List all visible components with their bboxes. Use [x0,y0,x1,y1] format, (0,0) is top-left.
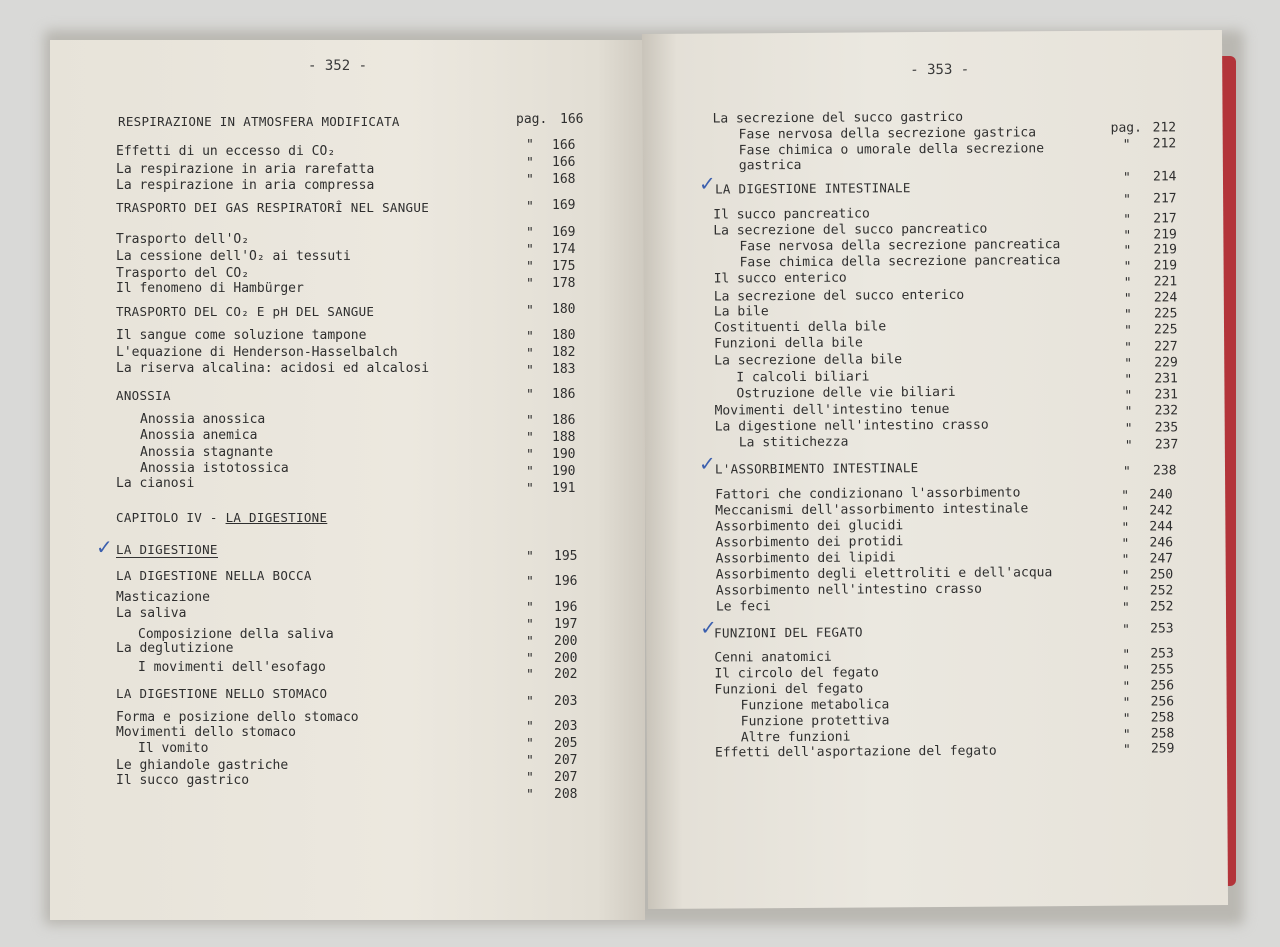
pag-label: pag. [1110,120,1142,136]
toc-entry: Composizione della saliva [138,627,334,642]
ditto-mark: " [1121,552,1130,568]
ditto-mark: " [526,364,534,379]
ditto-mark: " [1123,291,1132,307]
ditto-mark: " [526,695,534,710]
toc-entry: Il fenomeno di Hambürger [116,281,304,296]
ditto-mark: " [1122,711,1131,727]
toc-entry: Anossia stagnante [140,445,274,460]
page-ref: 244 [1149,519,1173,535]
toc-entry: Funzione protettiva [740,713,890,730]
page-ref: 169 [552,198,576,213]
page-ref: 225 [1153,306,1178,322]
page-ref: 246 [1149,535,1174,551]
toc-entry: La deglutizione [116,641,234,656]
section-heading: LA DIGESTIONE NELLO STOMACO [116,686,328,701]
ditto-mark: " [1122,464,1131,480]
page-ref: 200 [554,651,578,666]
chapter-title: LA DIGESTIONE [225,510,328,525]
toc-entry: La secrezione della bile [714,352,903,369]
ditto-mark: " [1123,192,1132,208]
toc-entry: La cessione dell'O₂ ai tessuti [116,249,351,264]
ditto-mark: " [526,414,534,429]
ditto-mark: " [1123,275,1132,291]
right-page [642,30,1228,909]
page-ref: 166 [552,138,576,153]
toc-entry: L'equazione di Henderson-Hasselbalch [116,345,398,360]
toc-entry: Il succo pancreatico [713,206,870,223]
page-ref: 168 [552,172,576,187]
page-ref: 208 [554,787,578,802]
page-ref: 235 [1154,420,1179,436]
toc-entry: Fattori che condizionano l'assorbimento [715,485,1021,503]
toc-entry: La secrezione del succo enterico [713,287,965,305]
page-ref: 166 [552,155,576,170]
chapter-prefix: CAPITOLO IV - [116,510,226,525]
toc-entry: Funzioni del fegato [714,681,864,698]
toc-entry: Il sangue come soluzione tampone [116,328,367,343]
ditto-mark: " [1121,520,1130,536]
ditto-mark: " [1123,259,1132,275]
page-ref: 186 [552,413,576,428]
ditto-mark: " [1124,388,1133,404]
toc-entry: Effetti di un eccesso di CO₂ [116,144,336,159]
toc-entry: La cianosi [116,476,195,491]
ditto-mark: " [526,200,534,215]
ditto-mark: " [1122,679,1131,695]
check-mark: ✓ [96,535,113,559]
page-ref: 258 [1150,710,1175,726]
ditto-mark: " [526,754,534,769]
page-ref: 253 [1150,646,1174,662]
toc-entry: La secrezione del succo pancreatico [713,221,988,239]
page-ref: 242 [1149,503,1173,519]
chapter-heading [116,510,327,525]
page-ref: 219 [1153,227,1177,243]
toc-entry: gastrica [738,157,802,174]
page-ref: 180 [552,328,576,343]
page-ref: 256 [1150,678,1175,694]
page-ref: 205 [554,736,578,751]
left-page [50,40,645,920]
ditto-mark: " [526,226,534,241]
page-ref: 227 [1154,339,1178,355]
page-ref: 183 [552,362,576,377]
toc-entry: Funzioni della bile [714,335,863,352]
ditto-mark: " [526,482,534,497]
page-ref: 207 [554,770,578,785]
toc-entry: Movimenti dell'intestino tenue [714,401,950,419]
ditto-mark: " [1123,212,1132,228]
page-ref: 258 [1150,726,1175,742]
page-ref: 219 [1153,242,1178,258]
toc-entry: Costituenti della bile [713,319,887,336]
ditto-mark: " [526,465,534,480]
ditto-mark: " [526,448,534,463]
ditto-mark: " [526,550,534,565]
ditto-mark: " [1123,243,1132,259]
toc-entry: I movimenti dell'esofago [138,660,326,675]
ditto-mark: " [526,635,534,650]
toc-entry: Assorbimento nell'intestino crasso [715,581,982,599]
toc-entry: Movimenti dello stomaco [116,725,297,740]
page-ref: 166 [560,112,584,127]
ditto-mark: " [1122,170,1131,186]
page-ref: 259 [1150,741,1175,757]
ditto-mark: " [526,330,534,345]
toc-entry: Ostruzione delle vie biliari [736,384,956,402]
ditto-mark: " [1122,742,1131,758]
toc-entry: Il succo enterico [713,270,847,287]
toc-entry: La respirazione in aria rarefatta [116,162,375,177]
page-ref: 202 [554,667,578,682]
section-heading: TRASPORTO DEL CO₂ E pH DEL SANGUE [116,304,375,319]
ditto-mark: " [1121,504,1130,520]
page-ref: 247 [1149,551,1174,567]
toc-entry: Trasporto dell'O₂ [116,232,250,247]
toc-entry: Funzione metabolica [740,697,890,714]
section-heading: RESPIRAZIONE IN ATMOSFERA MODIFICATA [118,114,400,129]
section-heading: FUNZIONI DEL FEGATO [714,624,863,641]
toc-entry: La digestione nell'intestino crasso [714,417,989,435]
page-ref: 207 [554,753,578,768]
page-ref: 232 [1154,403,1179,419]
page-ref: 203 [554,694,578,709]
ditto-mark: " [1122,647,1131,663]
page-ref: 196 [554,600,578,615]
ditto-mark: " [526,243,534,258]
page-ref: 231 [1154,371,1178,387]
ditto-mark: " [526,720,534,735]
toc-entry: La riserva alcalina: acidosi ed alcalosi [116,361,430,376]
ditto-mark: " [1124,372,1133,388]
toc-entry: Altre funzioni [740,729,851,746]
page-ref: 225 [1153,322,1178,338]
toc-entry: Assorbimento dei lipidi [715,550,896,567]
page-ref: 214 [1152,169,1177,185]
page-ref: 250 [1149,567,1174,583]
toc-entry: La bile [713,304,769,320]
page-ref: 221 [1153,274,1178,290]
page-ref: 217 [1153,211,1177,227]
toc-entry: Anossia anemica [140,428,258,443]
page-ref: 212 [1152,120,1177,136]
section-heading: LA DIGESTIONE NELLA BOCCA [116,568,312,583]
ditto-mark: " [526,575,534,590]
page-ref: 252 [1149,599,1174,615]
page-ref: 180 [552,302,576,317]
page-ref: 190 [552,447,576,462]
page-ref: 203 [554,719,578,734]
ditto-mark: " [526,652,534,667]
ditto-mark: " [526,431,534,446]
toc-entry: Fase chimica della secrezione pancreatica [739,253,1061,271]
page-ref: 219 [1153,258,1178,274]
toc-entry: Masticazione [116,590,210,605]
ditto-mark: " [1121,536,1130,552]
page-ref: 252 [1149,583,1174,599]
ditto-mark: " [1122,622,1131,638]
ditto-mark: " [526,388,534,403]
page-ref: 253 [1150,621,1174,637]
page-ref: 169 [552,225,576,240]
toc-entry: I calcoli biliari [736,369,870,386]
toc-entry: Assorbimento dei protidi [715,534,904,551]
toc-entry: Le ghiandole gastriche [116,758,289,773]
ditto-mark: " [1121,584,1130,600]
page-ref: 191 [552,481,576,496]
check-mark: ✓ [700,615,717,640]
ditto-mark: " [526,260,534,275]
page-ref: 188 [552,430,576,445]
check-mark: ✓ [698,451,716,476]
pag-label: pag. [516,112,548,127]
ditto-mark: " [1121,600,1130,616]
ditto-mark: " [1122,727,1131,743]
page-ref: 175 [552,259,576,274]
toc-entry: La respirazione in aria compressa [116,178,375,193]
toc-entry: Assorbimento dei glucidi [715,518,904,535]
page-ref: 178 [552,276,576,291]
toc-entry: Forma e posizione dello stomaco [116,710,359,725]
ditto-mark: " [526,304,534,319]
page-ref: 190 [552,464,576,479]
ditto-mark: " [1124,421,1133,437]
ditto-mark: " [1121,488,1130,504]
ditto-mark: " [1124,404,1133,420]
ditto-mark: " [1122,695,1131,711]
ditto-mark: " [1123,228,1132,244]
page-ref: 217 [1153,191,1177,207]
section-heading: L'ASSORBIMENTO INTESTINALE [714,460,919,477]
ditto-mark: " [1124,356,1133,372]
section-heading: LA DIGESTIONE [116,542,218,557]
section-heading: TRASPORTO DEI GAS RESPIRATORÎ NEL SANGUE [116,200,430,215]
ditto-mark: " [526,138,534,153]
page-ref: 182 [552,345,576,360]
page-ref: 229 [1154,355,1178,371]
check-mark: ✓ [698,171,716,196]
ditto-mark: " [526,618,534,633]
page-ref: 200 [554,634,578,649]
toc-entry: Fase nervosa della secrezione gastrica [738,125,1037,143]
page-ref: 255 [1150,662,1174,678]
page-ref: 197 [554,617,578,632]
page-number: - 352 - [308,58,368,74]
toc-entry: Meccanismi dell'assorbimento intestinale [715,501,1029,519]
page-ref: 196 [554,574,578,589]
toc-entry: Anossia istotossica [140,461,289,476]
toc-entry: Assorbimento degli elettroliti e dell'acqua [715,565,1053,583]
page-ref: 212 [1152,136,1177,152]
page-ref: 224 [1153,290,1178,306]
ditto-mark: " [526,156,534,171]
ditto-mark: " [526,173,534,188]
toc-entry: La saliva [116,606,187,621]
ditto-mark: " [526,788,534,803]
ditto-mark: " [1121,568,1130,584]
toc-entry: Fase nervosa della secrezione pancreatica [739,237,1061,255]
ditto-mark: " [526,737,534,752]
toc-entry: Effetti dell'asportazione del fegato [714,743,997,761]
page-ref: 174 [552,242,576,257]
ditto-mark: " [1124,340,1133,356]
page-number: - 353 - [910,61,970,79]
toc-entry: Fase chimica o umorale della secrezione [738,141,1045,159]
ditto-mark: " [1122,137,1131,153]
toc-entry: La secrezione del succo gastrico [712,109,964,127]
page-ref: 195 [554,549,578,564]
ditto-mark: " [526,771,534,786]
toc-entry: Il vomito [138,741,209,756]
ditto-mark: " [1123,323,1132,339]
section-heading: ANOSSIA [116,388,171,403]
page-ref: 238 [1152,463,1177,479]
toc-entry: Cenni anatomici [714,649,832,666]
ditto-mark: " [526,347,534,362]
page-ref: 186 [552,387,576,402]
toc-entry: La stitichezza [738,434,849,451]
ditto-mark: " [1124,438,1133,454]
page-ref: 256 [1150,694,1175,710]
toc-entry: Anossia anossica [140,412,266,427]
ditto-mark: " [526,668,534,683]
ditto-mark: " [1122,663,1131,679]
page-ref: 231 [1154,387,1179,403]
page-ref: 237 [1154,437,1179,453]
section-heading: LA DIGESTIONE INTESTINALE [714,180,911,197]
toc-entry: Trasporto del CO₂ [116,266,250,281]
page-ref: 240 [1149,487,1173,503]
ditto-mark: " [526,277,534,292]
toc-entry: Le feci [715,599,771,615]
toc-entry: Il circolo del fegato [714,665,879,682]
ditto-mark: " [526,601,534,616]
toc-entry: Il succo gastrico [116,773,250,788]
ditto-mark: " [1123,307,1132,323]
